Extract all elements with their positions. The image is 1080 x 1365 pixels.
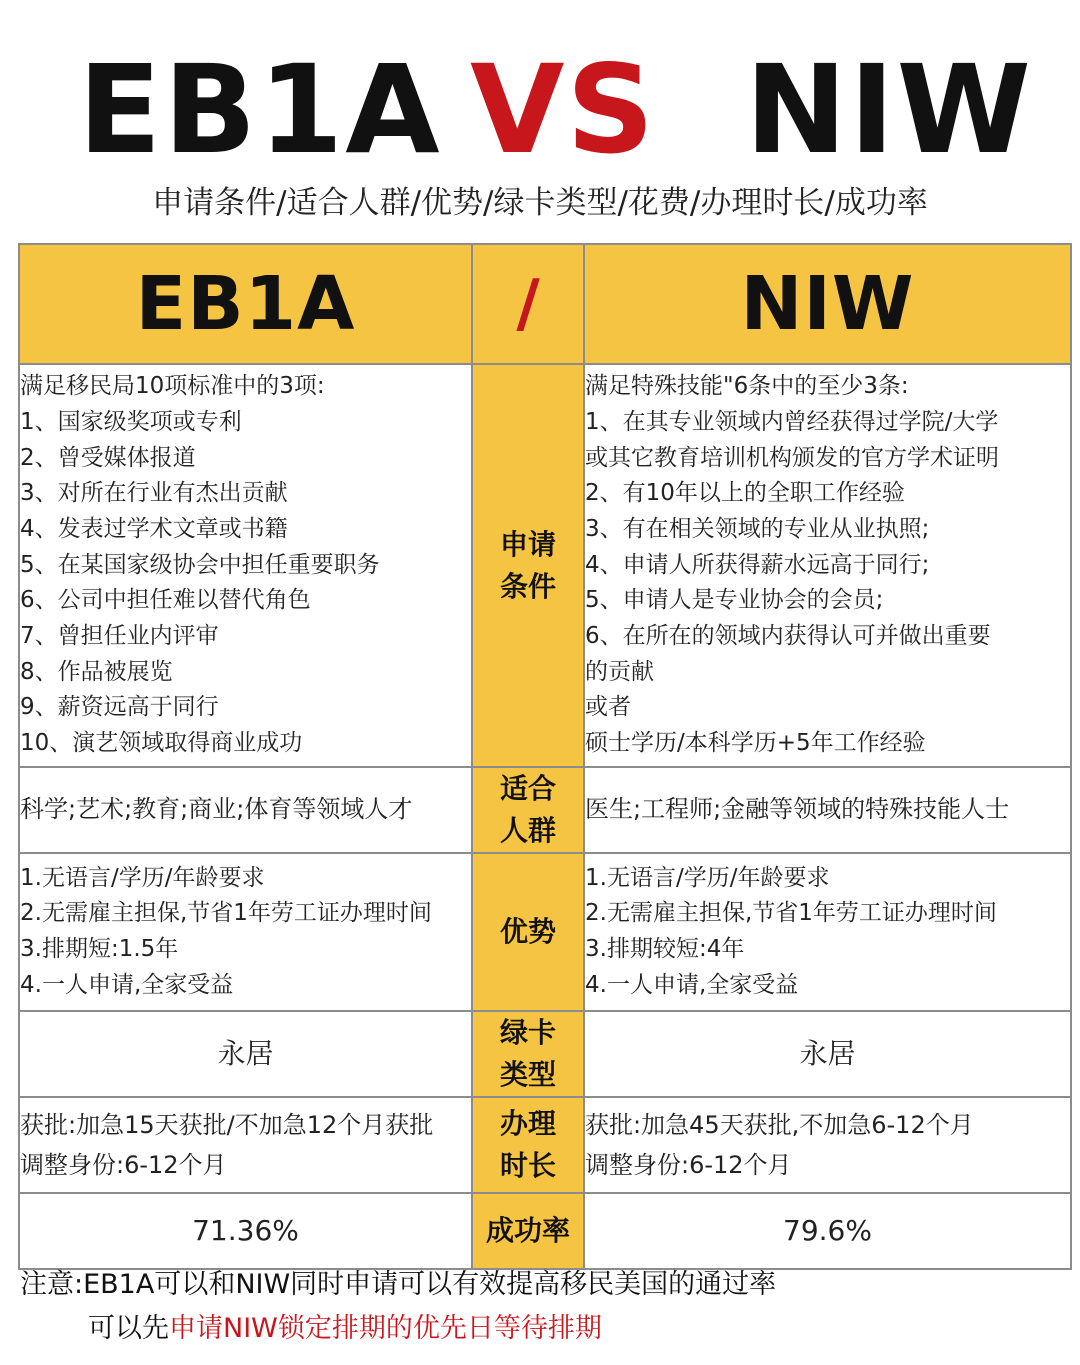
success-eb1a: 71.36% bbox=[19, 1193, 472, 1269]
cell-line: 调整身份:6-12个月 bbox=[585, 1151, 792, 1179]
cell-line: 3、有在相关领域的专业从业执照; bbox=[585, 515, 930, 542]
label-line: 绿卡 bbox=[499, 1016, 556, 1049]
label-line: 办理 bbox=[499, 1107, 556, 1140]
cell-line: 1.无语言/学历/年龄要求 bbox=[585, 864, 830, 891]
table-row-success bbox=[19, 1193, 1071, 1269]
conditions-niw bbox=[584, 364, 1071, 767]
cell-line: 2、曾受媒体报道 bbox=[20, 444, 196, 471]
cell-line: 满足特殊技能"6条中的至少3条: bbox=[585, 373, 909, 400]
conditions-eb1a bbox=[19, 364, 472, 767]
cell-line: 或其它教育培训机构颁发的官方学术证明 bbox=[585, 444, 999, 471]
duration-label bbox=[472, 1097, 584, 1193]
cell-line: 3.排期短:1.5年 bbox=[20, 936, 179, 962]
label-line: 条件 bbox=[499, 569, 556, 603]
cell-line: 4.一人申请,全家受益 bbox=[20, 971, 234, 998]
cell-line: 9、薪资远高于同行 bbox=[20, 694, 219, 721]
cell-line: 的贡献 bbox=[585, 658, 654, 685]
comparison-table bbox=[18, 243, 1072, 1270]
suitable-eb1a: 科学;艺术;教育;商业;体育等领域人才 bbox=[19, 767, 472, 853]
cell-line: 10、演艺领域取得商业成功 bbox=[20, 730, 303, 757]
note-line-2 bbox=[88, 1310, 602, 1348]
table-row-duration bbox=[19, 1097, 1071, 1193]
title-vs: VS bbox=[470, 39, 657, 181]
cell-line: 6、公司中担任难以替代角色 bbox=[20, 587, 311, 614]
table-row-advantages bbox=[19, 853, 1071, 1011]
label-line: 成功率 bbox=[485, 1214, 570, 1247]
cell-line: 硕士学历/本科学历+5年工作经验 bbox=[585, 730, 926, 757]
title-niw: NIW bbox=[745, 39, 1034, 181]
cell-line: 1、在其专业领域内曾经获得过学院/大学 bbox=[585, 408, 999, 435]
conditions-label bbox=[472, 364, 584, 767]
subtitle: 申请条件/适合人群/优势/绿卡类型/花费/办理时长/成功率 bbox=[152, 185, 928, 221]
cell-line: 1.无语言/学历/年龄要求 bbox=[20, 864, 265, 891]
main-title bbox=[0, 40, 1080, 180]
cell-line: 7、曾担任业内评审 bbox=[20, 623, 219, 650]
cell-line: 4.一人申请,全家受益 bbox=[585, 971, 799, 998]
cell-line: 8、作品被展览 bbox=[20, 658, 173, 685]
label-line: 优势 bbox=[499, 915, 556, 948]
table-row-conditions bbox=[19, 364, 1071, 767]
advantages-niw bbox=[584, 853, 1071, 1011]
cell-line: 获批:加急15天获批/不加急12个月获批 bbox=[20, 1111, 434, 1139]
cell-line: 3、对所在行业有杰出贡献 bbox=[20, 480, 288, 507]
cell-line: 调整身份:6-12个月 bbox=[20, 1151, 227, 1179]
cell-line: 5、申请人是专业协会的会员; bbox=[585, 587, 884, 614]
suitable-niw: 医生;工程师;金融等领域的特殊技能人士 bbox=[584, 767, 1071, 853]
cell-line: 或者 bbox=[585, 694, 631, 721]
advantages-label bbox=[472, 853, 584, 1011]
header-eb1a: EB1A bbox=[19, 244, 472, 364]
success-niw: 79.6% bbox=[584, 1193, 1071, 1269]
label-line: 申请 bbox=[499, 527, 556, 561]
suitable-label bbox=[472, 767, 584, 853]
cell-line: 满足移民局10项标准中的3项: bbox=[20, 373, 325, 400]
cell-line: 1、国家级奖项或专利 bbox=[20, 408, 242, 435]
advantages-eb1a bbox=[19, 853, 472, 1011]
success-label bbox=[472, 1193, 584, 1269]
table-row-greencard bbox=[19, 1011, 1071, 1097]
label-line: 时长 bbox=[499, 1149, 556, 1182]
cell-line: 3.排期较短:4年 bbox=[585, 936, 745, 962]
greencard-eb1a: 永居 bbox=[19, 1011, 472, 1097]
header-slash: / bbox=[472, 244, 584, 364]
duration-eb1a bbox=[19, 1097, 472, 1193]
cell-line: 6、在所在的领域内获得认可并做出重要 bbox=[585, 623, 991, 650]
cell-line: 2.无需雇主担保,节省1年劳工证办理时间 bbox=[20, 900, 432, 927]
header-niw: NIW bbox=[584, 244, 1071, 364]
cell-line: 2.无需雇主担保,节省1年劳工证办理时间 bbox=[585, 900, 997, 927]
table-row-suitable bbox=[19, 767, 1071, 853]
title-eb1a: EB1A bbox=[78, 39, 442, 181]
table-header-row bbox=[19, 244, 1071, 364]
label-line: 类型 bbox=[499, 1058, 556, 1091]
cell-line: 4、发表过学术文章或书籍 bbox=[20, 515, 288, 542]
cell-line: 获批:加急45天获批,不加急6-12个月 bbox=[585, 1111, 974, 1139]
greencard-niw: 永居 bbox=[584, 1011, 1071, 1097]
label-line: 人群 bbox=[499, 814, 556, 847]
cell-line: 5、在某国家级协会中担任重要职务 bbox=[20, 551, 380, 578]
duration-niw bbox=[584, 1097, 1071, 1193]
note-line-2-highlight: 申请NIW锁定排期的优先日等待排期 bbox=[169, 1313, 602, 1344]
note-line-2-prefix: 可以先 bbox=[88, 1313, 169, 1344]
cell-line: 2、有10年以上的全职工作经验 bbox=[585, 480, 905, 507]
note-line-1: 注意:EB1A可以和NIW同时申请可以有效提高移民美国的通过率 bbox=[20, 1269, 777, 1300]
label-line: 适合 bbox=[499, 772, 556, 805]
greencard-label bbox=[472, 1011, 584, 1097]
cell-line: 4、申请人所获得薪水远高于同行; bbox=[585, 551, 930, 578]
